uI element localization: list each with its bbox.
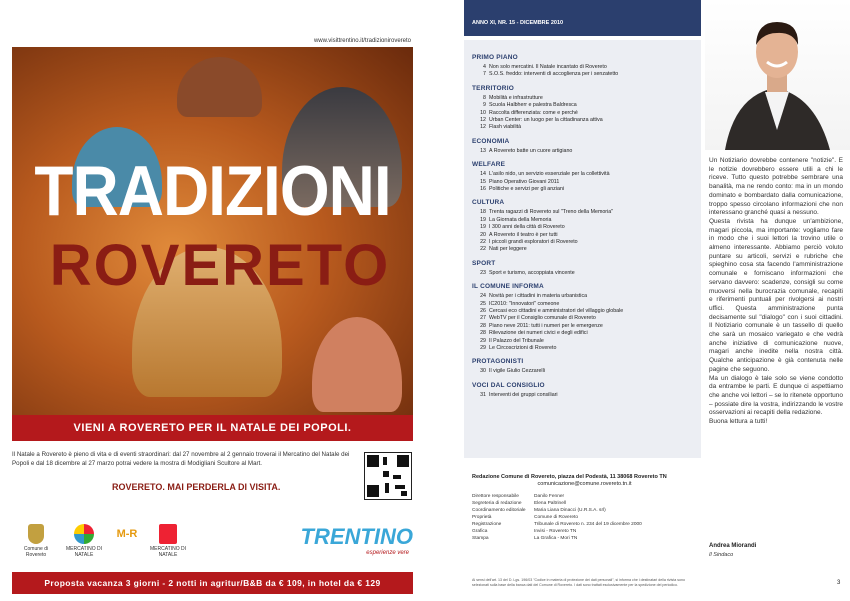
toc-page-number: 9 <box>483 102 486 109</box>
ad-url[interactable]: www.visittrentino.it/tradizionirovereto <box>313 38 411 44</box>
page-number: 3 <box>837 580 841 586</box>
editorial-paragraph: Ma un dialogo è tale solo se viene condotto da entrambe le parti. E dunque ci aspettiamo che anche voi lettori – se lo ritenete opportuno – possiate dire la vostra, indirizzando le vostre osservazioni ai recapiti della redazione. <box>709 374 843 417</box>
mercatino-label-1: MERCATINO DI NATALE <box>65 546 103 558</box>
ad-offer-bar: Proposta vacanza 3 giorni - 2 notti in agritur/B&B da € 109, in hotel da € 129 <box>12 572 413 594</box>
trentino-logo: TRENTINO <box>300 524 413 549</box>
toc-page-number: 27 <box>480 315 486 322</box>
toc-entry[interactable] <box>474 301 559 307</box>
toc-entry[interactable] <box>474 232 558 238</box>
toc-entry[interactable] <box>474 239 578 245</box>
toc-page-number: 29 <box>480 337 486 344</box>
toc-page-number: 24 <box>480 293 486 300</box>
credit-role: Coordinamento editoriale <box>472 508 526 513</box>
toc-entry-title: A Rovereto batte un cuore artigiano <box>489 147 573 154</box>
toc-entry[interactable] <box>474 95 543 101</box>
toc-page-number: 22 <box>480 246 486 253</box>
issue-info: ANNO XI, NR. 15 - DICEMBRE 2010 <box>472 20 564 26</box>
toc-page-number: 16 <box>480 186 486 192</box>
toc-page-number: 19 <box>480 224 486 231</box>
toc-entry-title: A Rovereto il teatro è per tutti <box>489 231 558 238</box>
toc-section-title: SPORT <box>472 259 496 267</box>
toc-entry-title: I piccoli grandi esploratori di Rovereto <box>489 239 578 245</box>
credit-value: La Grafica - Mori TN <box>534 536 578 541</box>
toc-page-number: 12 <box>480 117 486 123</box>
credit-role: Grafica <box>472 529 488 534</box>
toc-page-number: 25 <box>480 300 486 307</box>
toc-page-number: 23 <box>480 269 486 276</box>
toc-entry-title: Il vigile Giulio Cezzarelli <box>489 368 545 375</box>
toc-entry[interactable] <box>474 124 521 130</box>
toc-entry-title: Le Circoscrizioni di Rovereto <box>489 345 557 351</box>
toc-page-number: 26 <box>480 308 486 314</box>
redazione-block <box>472 474 697 488</box>
toc-entry[interactable] <box>474 186 564 192</box>
mercatino-label-2: MERCATINO DI NATALE <box>149 546 187 558</box>
comune-rovereto-logo <box>16 524 56 558</box>
editorial-text <box>709 157 843 427</box>
toc-entry[interactable] <box>474 217 551 223</box>
credit-value: Invisi - Rovereto TN <box>534 529 577 534</box>
toc-entry[interactable] <box>474 71 618 77</box>
credit-role: Registrazione <box>472 522 502 527</box>
toc-entry-title: WebTV per il Consiglio comunale di Rovereto <box>489 315 596 322</box>
credit-value: Comune di Rovereto <box>534 515 578 520</box>
toc-list <box>464 40 701 458</box>
toc-entry-title: IC2010: "Innovatori" comeone <box>489 300 560 307</box>
trentino-tagline: esperienze vere <box>366 550 409 556</box>
toc-entry-title: L'asilo nido, un servizio essenziale per la collettività <box>489 171 610 178</box>
toc-entry[interactable] <box>474 246 527 252</box>
mr-logo <box>112 528 142 540</box>
toc-entry-title: Interventi dei gruppi consiliari <box>489 391 558 398</box>
mercatino-logo-2 <box>148 524 188 558</box>
toc-entry[interactable] <box>474 330 588 336</box>
toc-entry-title: Non solo mercatini. Il Natale incantato di Rovereto <box>489 64 607 70</box>
toc-page-number: 30 <box>480 368 486 375</box>
bells-photo <box>12 47 413 415</box>
toc-entry-title: Mobilità e infrastrutture <box>489 94 543 101</box>
toc-section-title: TERRITORIO <box>472 84 514 92</box>
toc-entry[interactable] <box>474 110 578 116</box>
legal-notice: Ai sensi dell'art. 13 del D. Lgs. 196/03 "Codice in materia di protezione dei dati personali", si informa che i destinatari della rivista sono selezionati sulla base della banca dati del Comune di Rovereto. I dati sono trattati esclusivamente per la spedizione del periodico. <box>472 578 685 587</box>
signature-name: Andrea Miorandi <box>709 543 757 549</box>
toc-page-number: 19 <box>480 216 486 223</box>
editorial-paragraph: Questa rivista ha dunque un'ambizione, magari piccola, ma importante: vogliamo fare in modo che i suoi lettori la trovino utile o almeno interessante. Abbiamo perciò voluto puntare su articoli, servizi e rubriche che spieghino cosa sta facendo l'amministrazione comunale e forniscano informazioni che servano davvero: scadenze, consigli su come muoversi nella burocrazia comunale, recapiti e riferimenti puntuali per rivolgersi ai nostri uffici. Questa amministrazione punta decisamente sul "dialogo" con i suoi cittadini. Il Notiziario comunale è un tassello di quello che sarà un mosaico variegato e che vedrà anche iniziative di comunicazione nuove, magari anche inedite nella nostra città. Qualche anticipazione è già contenuta nelle pagine che seguono. <box>709 217 843 373</box>
toc-entry-title: Piano Operativo Giovani 2011 <box>489 178 560 185</box>
editorial-page <box>705 0 850 601</box>
toc-entry[interactable] <box>474 270 575 276</box>
toc-section-title: PROTAGONISTI <box>472 358 524 366</box>
toc-entry-title: I 300 anni della città di Rovereto <box>489 224 565 231</box>
toc-entry-title: Trenta ragazzi di Rovereto sul "Treno della Memoria" <box>489 209 614 216</box>
toc-entry-title: Novità per i cittadini in materia urbanistica <box>489 293 588 300</box>
toc-entry-title: S.O.S. freddo: interventi di accoglienza per i senzatetto <box>489 71 619 78</box>
toc-entry-title: Urban Center: un luogo per la cittadinanza attiva <box>489 117 603 123</box>
comune-rovereto-label: Comune di Rovereto <box>23 546 49 558</box>
credit-role: Segreteria di redazione <box>472 501 522 506</box>
toc-entry[interactable] <box>474 171 610 177</box>
toc-page-number: 22 <box>480 239 486 245</box>
mayor-portrait <box>705 0 850 150</box>
toc-page-number: 28 <box>480 322 486 329</box>
toc-section-title: VOCI DAL CONSIGLIO <box>472 381 545 389</box>
toc-entry-title: Raccolta differenziata: come e perché <box>489 109 578 116</box>
toc-page-number: 31 <box>480 391 486 398</box>
toc-page-number: 18 <box>480 209 486 216</box>
credit-value: Maria Liana Dinacci (U.R.S.A. srl) <box>534 508 606 513</box>
ad-slogan: ROVERETO. MAI PERDERLA DI VISITA. <box>112 482 281 492</box>
toc-entry-title: Cercasi eco cittadini e amministratori del villaggio globale <box>489 308 624 314</box>
toc-entry-title: Nati per leggere <box>489 246 527 253</box>
toc-entry[interactable] <box>474 293 587 299</box>
ad-body-text: Il Natale a Rovereto è pieno di vita e di eventi straordinari: dal 27 novembre al 2 gennaio troverai il Mercatino del Natale dei Popoli e dal 18 dicembre al 27 marzo potrai vedere la mostra di Modigliani Scultore al Mart. <box>12 451 350 467</box>
toc-entry-title: Politiche e servizi per gli anziani <box>489 186 565 192</box>
toc-page-number: 8 <box>483 94 486 101</box>
toc-page-number: 29 <box>480 345 486 351</box>
toc-entry-title: Flash viabilità <box>489 124 522 131</box>
toc-section-title: WELFARE <box>472 161 506 169</box>
toc-entry[interactable] <box>474 345 556 351</box>
mercatino-logo-1 <box>64 524 104 558</box>
toc-entry-title: La Giornata della Memoria <box>489 216 552 223</box>
redazione-address: Redazione Comune di Rovereto, piazza del Podestà, 11 38068 Rovereto TN <box>472 474 667 480</box>
toc-entry-title: Scuola Halbherr e palestra Baldresca <box>489 102 577 109</box>
toc-page-number: 7 <box>483 71 486 78</box>
sponsor-logos <box>12 520 413 570</box>
toc-section-title: CULTURA <box>472 199 505 207</box>
ad-title-line1: TRADIZIONI <box>34 151 391 231</box>
toc-entry[interactable] <box>474 338 544 344</box>
toc-entry[interactable] <box>474 64 607 70</box>
credit-role: Proprietà <box>472 515 492 520</box>
toc-page-number: 20 <box>480 231 486 238</box>
toc-page-number: 13 <box>480 147 486 154</box>
credit-value: Danilo Fenner <box>534 494 565 499</box>
qr-code[interactable] <box>364 452 412 500</box>
table-of-contents <box>464 0 701 601</box>
toc-entry[interactable] <box>474 224 565 230</box>
toc-page-number: 10 <box>480 109 486 116</box>
toc-section-title: ECONOMIA <box>472 137 510 145</box>
toc-entry[interactable] <box>474 323 603 329</box>
toc-entry[interactable] <box>474 179 559 185</box>
toc-entry-title: Il Palazzo del Tribunale <box>489 337 544 344</box>
editorial-paragraph: Buona lettura a tutti! <box>709 418 768 426</box>
toc-page-number: 15 <box>480 178 486 185</box>
signature-role: Il Sindaco <box>709 552 734 558</box>
toc-section-title: IL COMUNE INFORMA <box>472 283 544 291</box>
toc-entry[interactable] <box>474 315 596 321</box>
toc-page-number: 28 <box>480 330 486 337</box>
credit-role: Direttore responsabile <box>472 494 519 499</box>
toc-entry[interactable] <box>474 148 572 154</box>
credit-value: Elena Paltrinell <box>534 501 566 506</box>
toc-page-number: 14 <box>480 171 486 178</box>
credit-role: Stampa <box>472 536 489 541</box>
redazione-email[interactable]: comunicazione@comune.rovereto.tn.it <box>537 481 632 487</box>
editorial-paragraph: Un Notiziario dovrebbe contenere "notizie". E le notizie dovrebbero essere utili a chi le riceve. Tutto questo potrebbe sembrare una banalità, ma ne rendo conto: ma in un mondo dominato e bombardato dalla comunicazione, troppo spesso circolano informazioni che non interessano granché quasi a nessuno. <box>709 157 843 217</box>
toc-entry[interactable] <box>474 209 613 215</box>
mr-logo-text: M-R <box>116 528 138 540</box>
credit-value: Tribunale di Rovereto n. 234 del 19 dicembre 2000 <box>534 522 642 527</box>
issue-header <box>464 0 701 36</box>
toc-entry[interactable] <box>474 392 558 398</box>
toc-entry[interactable] <box>474 308 623 314</box>
toc-entry[interactable] <box>474 368 545 374</box>
toc-entry-title: Piano neve 2011: tutti i numeri per le emergenze <box>489 322 603 329</box>
portrait-illustration <box>705 0 850 150</box>
toc-entry[interactable] <box>474 117 603 123</box>
toc-page-number: 4 <box>483 64 486 70</box>
toc-page-number: 12 <box>480 124 486 131</box>
toc-entry[interactable] <box>474 102 577 108</box>
ad-banner: VIENI A ROVERETO PER IL NATALE DEI POPOLI. <box>12 415 413 441</box>
ad-title-line2: ROVERETO <box>49 233 391 298</box>
toc-section-title: PRIMO PIANO <box>472 54 518 61</box>
toc-entry-title: Sport e turismo, accoppiata vincente <box>489 269 575 276</box>
toc-entry-title: Rilevazione dei numeri civici e degli edifici <box>489 330 588 337</box>
